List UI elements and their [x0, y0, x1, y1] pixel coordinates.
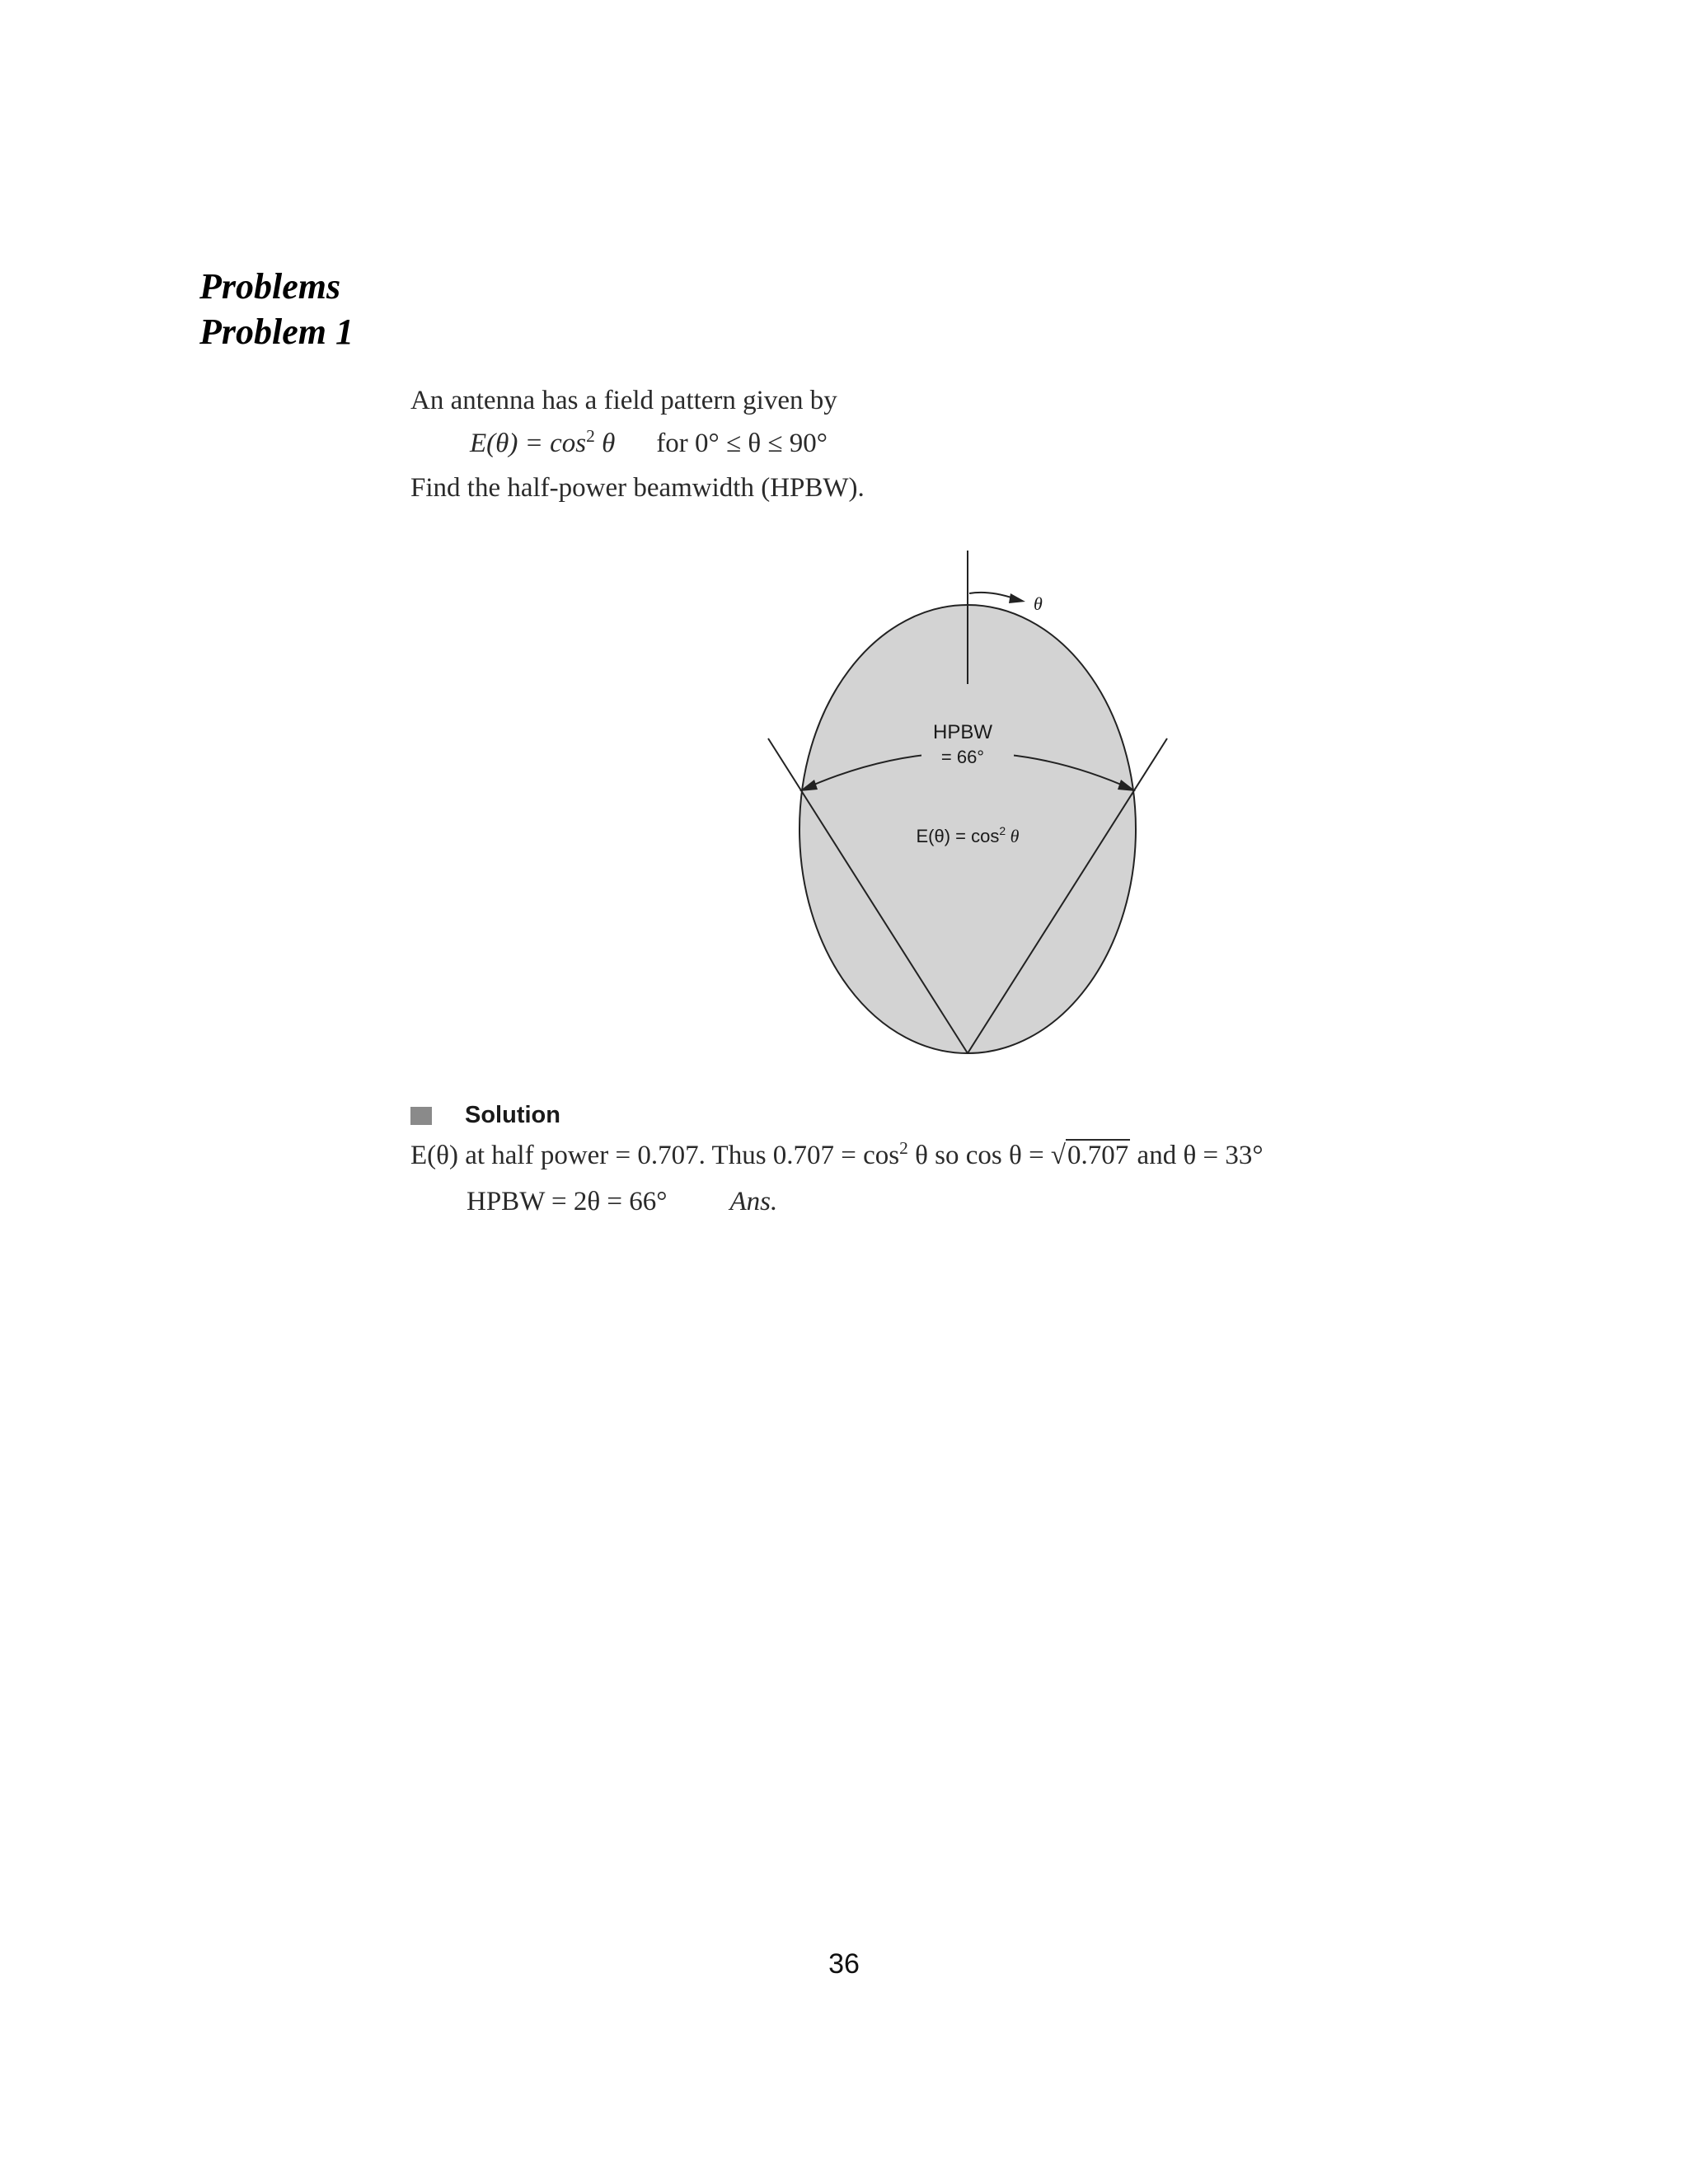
solution-label: Solution [465, 1102, 560, 1128]
problem-intro: An antenna has a field pattern given by [410, 386, 837, 415]
pattern-equation-lhs: E(θ) = cos [916, 826, 1000, 846]
hpbw-label: HPBW [933, 721, 992, 743]
pattern-equation-exponent: 2 [999, 824, 1006, 837]
page-number: 36 [828, 1948, 860, 1980]
theta-arrow-arc [969, 593, 1014, 598]
solution-line-1 [410, 1138, 1264, 1170]
field-pattern-equation [470, 426, 828, 458]
equation-exponent: 2 [586, 426, 595, 446]
problem-title: Problem 1 [199, 312, 354, 352]
solution-line-1-part-a: E(θ) at half power = 0.707. Thus 0.707 = cos [410, 1141, 900, 1170]
solution-line-1-part-c: and θ = 33° [1130, 1141, 1264, 1170]
pattern-equation-theta: θ [1006, 826, 1020, 846]
solution-sqrt-radicand: 0.707 [1067, 1141, 1129, 1170]
equation-lhs: E(θ) = cos [470, 429, 587, 458]
equation-condition: for 0° ≤ θ ≤ 90° [656, 429, 828, 458]
solution-line-1-exponent: 2 [899, 1138, 908, 1158]
equation-theta: θ [594, 429, 616, 458]
theta-label: θ [1034, 593, 1043, 614]
solution-marker [410, 1107, 432, 1125]
theta-arrowhead [1009, 593, 1025, 603]
hpbw-value: = 66° [940, 747, 985, 767]
section-heading-problems: Problems [199, 266, 341, 307]
solution-result: HPBW = 2θ = 66° [467, 1187, 668, 1216]
problem-question: Find the half-power beamwidth (HPBW). [410, 473, 865, 503]
solution-line-1-part-b: θ so cos θ = √ [907, 1141, 1067, 1170]
radiation-pattern-figure [742, 544, 1187, 1088]
solution-line-2 [467, 1188, 777, 1216]
solution-answer-marker: Ans. [729, 1187, 778, 1216]
